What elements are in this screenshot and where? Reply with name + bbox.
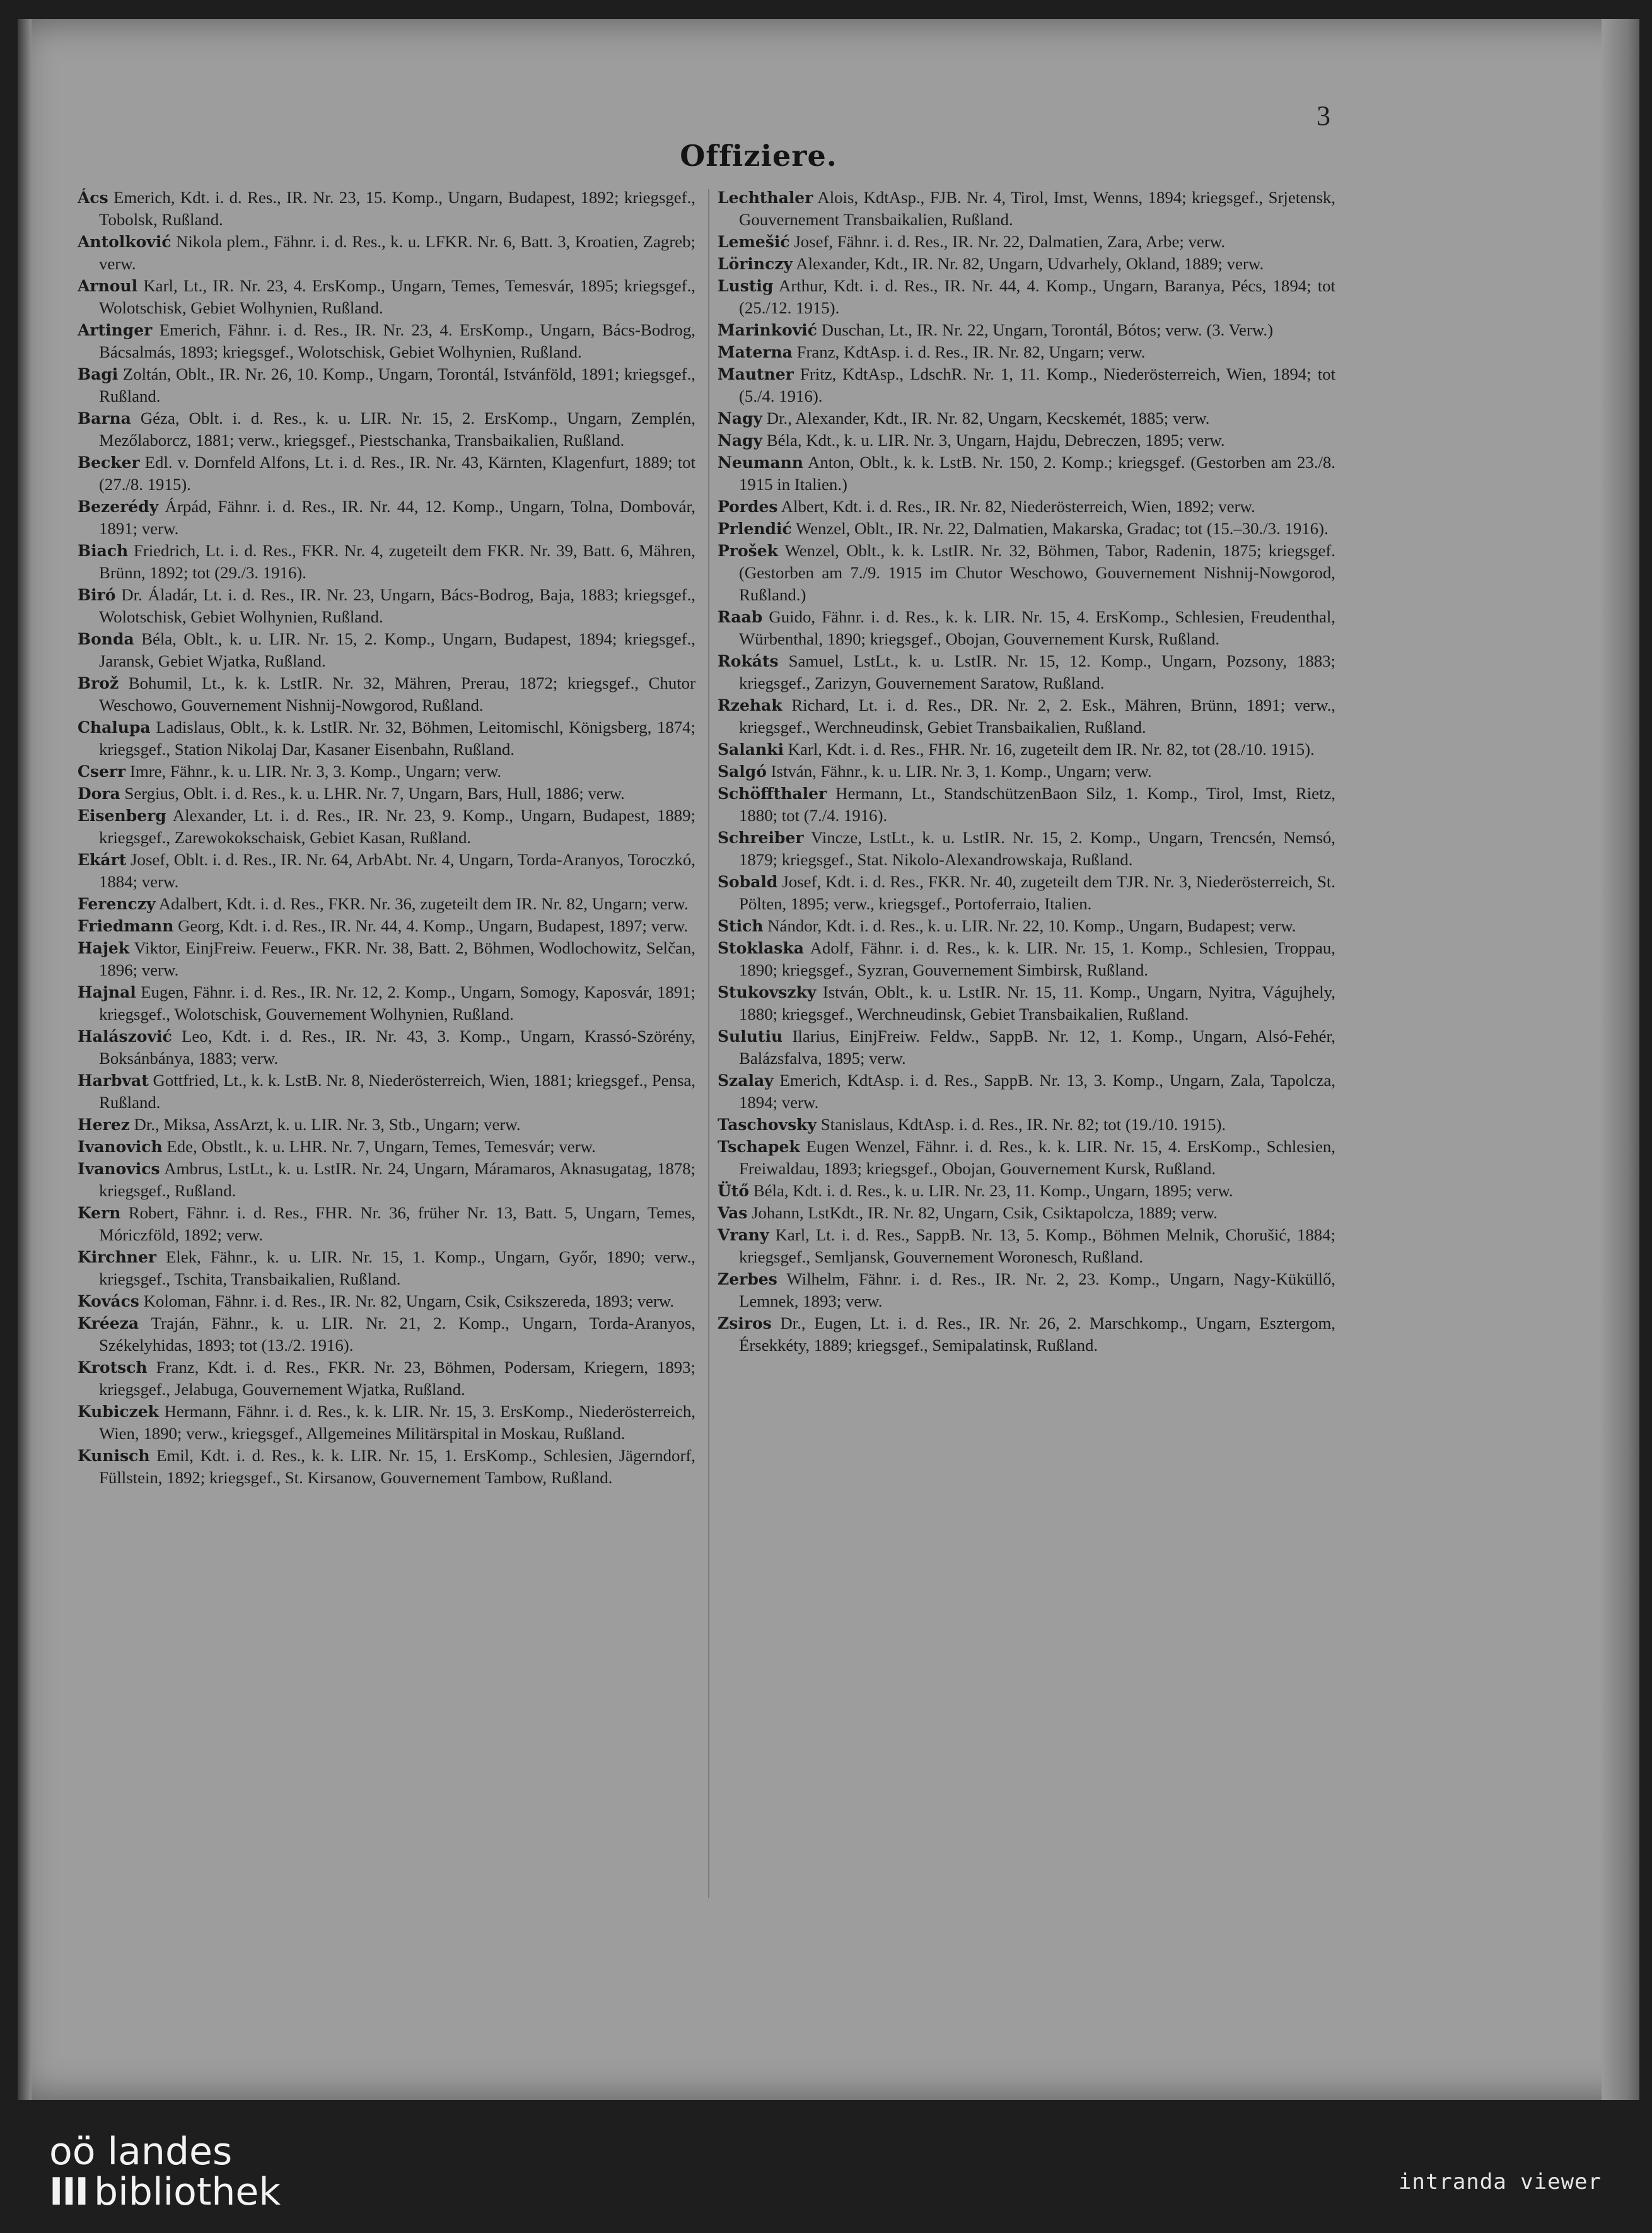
entry-surname: Hajek <box>78 939 130 957</box>
list-entry <box>718 429 1335 452</box>
entry-surname: Cserr <box>78 762 126 781</box>
entry-details: István, Fähnr., k. u. LIR. Nr. 3, 1. Komp., Ungarn; verw. <box>766 762 1152 781</box>
entry-surname: Marinković <box>718 321 817 339</box>
page-heading: Offiziere. <box>680 139 837 173</box>
list-entry <box>718 981 1335 1025</box>
list-entry <box>78 1025 695 1070</box>
entry-surname: Nagy <box>718 431 763 450</box>
entry-details: Béla, Kdt., k. u. LIR. Nr. 3, Ungarn, Hajdu, Debreczen, 1895; verw. <box>762 431 1225 450</box>
list-entry <box>78 1070 695 1114</box>
entry-details: Wenzel, Oblt., IR. Nr. 22, Dalmatien, Makarska, Gradac; tot (15.–30./3. 1916). <box>791 519 1329 538</box>
entry-details: Béla, Oblt., k. u. LIR. Nr. 15, 2. Komp., Ungarn, Budapest, 1894; kriegsgef., Jaransk, Gebiet Wjatka, Rußland. <box>99 629 695 670</box>
entry-surname: Artinger <box>78 321 153 339</box>
entry-details: Hermann, Fähnr. i. d. Res., k. k. LIR. Nr. 15, 3. ErsKomp., Niederösterreich, Wien, 1890; verw., kriegsgef., Allgemeines Militärspital in Moskau, Rußland. <box>99 1402 695 1443</box>
entry-surname: Vrany <box>718 1226 769 1244</box>
entry-surname: Taschovsky <box>718 1116 817 1134</box>
entry-details: Bohumil, Lt., k. k. LstIR. Nr. 32, Mähren, Prerau, 1872; kriegsgef., Chutor Weschowo, Gouvernement Nishnij-Nowgorod, Rußland. <box>99 673 695 714</box>
entry-details: Alexander, Lt. i. d. Res., IR. Nr. 23, 9. Komp., Ungarn, Budapest, 1889; kriegsgef., Zarewokokschaisk, Gebiet Kasan, Rußland. <box>99 806 695 847</box>
entry-surname: Raab <box>718 608 763 626</box>
entry-surname: Arnoul <box>78 277 138 295</box>
list-entry <box>718 187 1335 231</box>
entry-surname: Pordes <box>718 498 778 516</box>
entry-details: Stanislaus, KdtAsp. i. d. Res., IR. Nr. 82; tot (19./10. 1915). <box>817 1115 1226 1134</box>
list-entry <box>78 1246 695 1290</box>
entry-surname: Ivanovich <box>78 1138 163 1156</box>
entry-surname: Schöffthaler <box>718 784 827 803</box>
entry-details: Emerich, Kdt. i. d. Res., IR. Nr. 23, 15. Komp., Ungarn, Budapest, 1892; kriegsgef., Tobolsk, Rußland. <box>99 188 695 229</box>
entry-details: Duschan, Lt., IR. Nr. 22, Ungarn, Torontál, Bótos; verw. (3. Verw.) <box>817 320 1273 339</box>
entry-details: Josef, Fähnr. i. d. Res., IR. Nr. 22, Dalmatien, Zara, Arbe; verw. <box>789 232 1226 251</box>
entry-surname: Stukovszky <box>718 983 817 1001</box>
entry-details: Josef, Oblt. i. d. Res., IR. Nr. 64, ArbAbt. Nr. 4, Ungarn, Torda-Aranyos, Toroczkó, 1884; verw. <box>99 850 695 891</box>
entry-surname: Nagy <box>718 409 763 428</box>
list-entry <box>718 871 1335 915</box>
entry-details: Traján, Fähnr., k. u. LIR. Nr. 21, 2. Komp., Ungarn, Torda-Aranyos, Székelyhidas, 1893; tot (13./2. 1916). <box>99 1314 695 1355</box>
logo-line-1: oö landes <box>49 2130 233 2174</box>
entry-details: Eugen Wenzel, Fähnr. i. d. Res., k. k. LIR. Nr. 15, 4. ErsKomp., Schlesien, Freiwaldau, 1893; kriegsgef., Obojan, Gouvernement Kursk, Rußland. <box>739 1137 1335 1178</box>
list-entry <box>718 231 1335 253</box>
entry-details: Franz, KdtAsp. i. d. Res., IR. Nr. 82, Ungarn; verw. <box>792 342 1146 361</box>
entry-surname: Kovács <box>78 1292 139 1310</box>
list-entry <box>718 650 1335 694</box>
entry-details: Emerich, Fähnr. i. d. Res., IR. Nr. 23, 4. ErsKomp., Ungarn, Bács-Bodrog, Bácsalmás, 1893; kriegsgef., Wolotschisk, Gebiet Wolhynien, Rußland. <box>99 320 695 361</box>
entry-surname: Ivanovics <box>78 1160 160 1178</box>
entry-surname: Kunisch <box>78 1447 150 1465</box>
list-entry <box>718 694 1335 738</box>
entry-surname: Zerbes <box>718 1270 777 1288</box>
list-entry <box>78 805 695 849</box>
entry-details: Albert, Kdt. i. d. Res., IR. Nr. 82, Niederösterreich, Wien, 1892; verw. <box>777 497 1255 516</box>
entry-details: Johann, LstKdt., IR. Nr. 82, Ungarn, Csik, Csiktapolcza, 1889; verw. <box>747 1203 1218 1222</box>
list-entry <box>718 606 1335 650</box>
entry-details: Dr., Miksa, AssArzt, k. u. LIR. Nr. 3, Stb., Ungarn; verw. <box>129 1115 521 1134</box>
list-entry <box>78 849 695 893</box>
entry-details: Richard, Lt. i. d. Res., DR. Nr. 2, 2. Esk., Mähren, Brünn, 1891; verw., kriegsgef., Werchneudinsk, Gebiet Transbaikalien, Rußland. <box>739 696 1335 737</box>
entry-surname: Ferenczy <box>78 895 156 913</box>
list-entry <box>78 1202 695 1246</box>
entry-surname: Tschapek <box>718 1138 800 1156</box>
entry-details: Alexander, Kdt., IR. Nr. 82, Ungarn, Udvarhely, Okland, 1889; verw. <box>793 254 1264 273</box>
entry-details: Zoltán, Oblt., IR. Nr. 26, 10. Komp., Ungarn, Torontál, Istvánföld, 1891; kriegsgef., Rußland. <box>99 364 695 405</box>
entry-surname: Salgó <box>718 762 767 781</box>
list-entry <box>78 981 695 1025</box>
entry-details: Guido, Fähnr. i. d. Res., k. k. LIR. Nr. 15, 4. ErsKomp., Schlesien, Freudenthal, Würbenthal, 1890; kriegsgef., Obojan, Gouvernement Kursk, Rußland. <box>739 607 1335 648</box>
entry-surname: Antolković <box>78 233 172 251</box>
logo-bars-icon: III <box>49 2170 88 2214</box>
list-entry <box>718 518 1335 540</box>
entry-surname: Schreiber <box>718 829 804 847</box>
entry-details: Nikola plem., Fähnr. i. d. Res., k. u. LFKR. Nr. 6, Batt. 3, Kroatien, Zagreb; verw. <box>99 232 695 273</box>
entry-surname: Lechthaler <box>718 189 813 207</box>
list-entry <box>718 1136 1335 1180</box>
entry-details: Vincze, LstLt., k. u. LstIR. Nr. 15, 2. Komp., Ungarn, Trencsén, Nemsó, 1879; kriegsgef., Stat. Nikolo-Alexandrowskaja, Rußland. <box>739 828 1335 869</box>
list-entry <box>718 275 1335 319</box>
entry-surname: Ütő <box>718 1182 750 1200</box>
entry-surname: Barna <box>78 409 131 428</box>
list-entry <box>78 937 695 981</box>
entry-surname: Lustig <box>718 277 774 295</box>
entry-details: Karl, Kdt. i. d. Res., FHR. Nr. 16, zugeteilt dem IR. Nr. 82, tot (28./10. 1915). <box>783 740 1315 759</box>
list-entry <box>718 761 1335 783</box>
list-entry <box>718 496 1335 518</box>
list-entry <box>78 716 695 761</box>
list-entry <box>78 540 695 584</box>
list-entry <box>718 1070 1335 1114</box>
list-entry <box>718 540 1335 606</box>
list-entry <box>718 407 1335 429</box>
entry-details: Karl, Lt., IR. Nr. 23, 4. ErsKomp., Ungarn, Temes, Temesvár, 1895; kriegsgef., Wolotschisk, Gebiet Wolhynien, Rußland. <box>99 276 695 317</box>
entry-surname: Brož <box>78 674 119 692</box>
entry-surname: Mautner <box>718 365 794 383</box>
list-entry <box>78 275 695 319</box>
entry-details: Wilhelm, Fähnr. i. d. Res., IR. Nr. 2, 23. Komp., Ungarn, Nagy-Küküllő, Lemnek, 1893; verw. <box>739 1269 1335 1310</box>
list-entry <box>78 187 695 231</box>
entry-details: Dr., Alexander, Kdt., IR. Nr. 82, Ungarn, Kecskemét, 1885; verw. <box>762 409 1210 428</box>
list-entry <box>718 783 1335 827</box>
entry-surname: Dora <box>78 784 120 803</box>
entry-details: Ambrus, LstLt., k. u. LstIR. Nr. 24, Ungarn, Máramaros, Aknasugatag, 1878; kriegsgef., Rußland. <box>99 1159 695 1200</box>
list-entry <box>718 319 1335 341</box>
entry-details: Anton, Oblt., k. k. LstB. Nr. 150, 2. Komp.; kriegsgef. (Gestorben am 23./8. 1915 in Italien.) <box>739 453 1335 494</box>
entry-surname: Rzehak <box>718 696 782 714</box>
entry-surname: Kubiczek <box>78 1402 159 1421</box>
list-entry <box>78 1312 695 1356</box>
entry-details: Ilarius, EinjFreiw. Feldw., SappB. Nr. 12, 1. Komp., Ungarn, Alsó-Fehér, Balázsfalva, 1895; verw. <box>739 1027 1335 1068</box>
list-entry <box>718 738 1335 761</box>
entry-details: Árpád, Fähnr. i. d. Res., IR. Nr. 44, 12. Komp., Ungarn, Tolna, Dombovár, 1891; verw. <box>99 497 695 538</box>
entry-details: Dr., Eugen, Lt. i. d. Res., IR. Nr. 26, 2. Marschkomp., Ungarn, Esztergom, Érsekkéty, 1889; kriegsgef., Semipalatinsk, Rußland. <box>739 1314 1335 1355</box>
right-column <box>718 187 1335 1356</box>
entry-details: Georg, Kdt. i. d. Res., IR. Nr. 44, 4. Komp., Ungarn, Budapest, 1897; verw. <box>173 916 689 935</box>
list-entry <box>78 783 695 805</box>
list-entry <box>78 1158 695 1202</box>
entry-surname: Biró <box>78 586 116 604</box>
list-entry <box>78 452 695 496</box>
list-entry <box>718 452 1335 496</box>
list-entry <box>718 1025 1335 1070</box>
entry-surname: Stich <box>718 917 764 935</box>
entry-details: Ladislaus, Oblt., k. k. LstIR. Nr. 32, Böhmen, Leitomischl, Königsberg, 1874; kriegsgef., Station Nikolaj Dar, Kasaner Eisenbahn, Rußland. <box>99 718 695 759</box>
entry-surname: Kréeza <box>78 1314 139 1332</box>
list-entry <box>78 496 695 540</box>
list-entry <box>78 363 695 407</box>
list-entry <box>718 1224 1335 1268</box>
entry-details: Fritz, KdtAsp., LdschR. Nr. 1, 11. Komp., Niederösterreich, Wien, 1894; tot (5./4. 1916). <box>739 364 1335 405</box>
library-logo[interactable] <box>49 2131 281 2212</box>
entry-details: Viktor, EinjFreiw. Feuerw., FKR. Nr. 38, Batt. 2, Böhmen, Wodlochowitz, Selčan, 1896; verw. <box>99 938 695 979</box>
entry-surname: Sulutiu <box>718 1027 783 1046</box>
entry-details: Emerich, KdtAsp. i. d. Res., SappB. Nr. 13, 3. Komp., Ungarn, Zala, Tapolcza, 1894; verw. <box>739 1071 1335 1112</box>
entry-surname: Materna <box>718 343 793 361</box>
entry-details: Friedrich, Lt. i. d. Res., FKR. Nr. 4, zugeteilt dem FKR. Nr. 39, Batt. 6, Mähren, Brünn, 1892; tot (29./3. 1916). <box>99 541 695 582</box>
page-gutter <box>18 19 32 2100</box>
entry-surname: Vas <box>718 1204 748 1222</box>
list-entry <box>718 915 1335 937</box>
entry-surname: Eisenberg <box>78 807 166 825</box>
entry-details: Leo, Kdt. i. d. Res., IR. Nr. 43, 3. Komp., Ungarn, Krassó-Szörény, Boksánbánya, 1883; verw. <box>99 1027 695 1068</box>
list-entry <box>718 827 1335 871</box>
entry-surname: Ács <box>78 189 108 207</box>
entry-surname: Lemešić <box>718 233 790 251</box>
entry-details: Hermann, Lt., StandschützenBaon Silz, 1. Komp., Tirol, Imst, Rietz, 1880; tot (7./4. 1916). <box>739 784 1335 825</box>
entry-details: Samuel, LstLt., k. u. LstIR. Nr. 15, 12. Komp., Ungarn, Pozsony, 1883; kriegsgef., Zarizyn, Gouvernement Saratow, Rußland. <box>739 651 1335 692</box>
entry-details: Robert, Fähnr. i. d. Res., FHR. Nr. 36, früher Nr. 13, Batt. 5, Ungarn, Temes, Móriczföld, 1892; verw. <box>99 1203 695 1244</box>
entry-surname: Kern <box>78 1204 121 1222</box>
logo-line-2: bibliothek <box>93 2170 281 2214</box>
list-entry <box>718 253 1335 275</box>
list-entry <box>78 1290 695 1312</box>
entry-details: Arthur, Kdt. i. d. Res., IR. Nr. 44, 4. Komp., Ungarn, Baranya, Pécs, 1894; tot (25./12. 1915). <box>739 276 1335 317</box>
list-entry <box>718 1268 1335 1312</box>
entry-surname: Stoklaska <box>718 939 804 957</box>
entry-surname: Prošek <box>718 542 778 560</box>
list-entry <box>718 363 1335 407</box>
list-entry <box>78 1445 695 1489</box>
list-entry <box>78 1356 695 1401</box>
list-entry <box>78 672 695 716</box>
list-entry <box>78 231 695 275</box>
entry-surname: Becker <box>78 453 140 472</box>
entry-details: Dr. Áladár, Lt. i. d. Res., IR. Nr. 23, Ungarn, Bács-Bodrog, Baja, 1883; kriegsgef., Wolotschisk, Gebiet Wolhynien, Rußland. <box>99 585 695 626</box>
entry-details: Koloman, Fähnr. i. d. Res., IR. Nr. 82, Ungarn, Csik, Csikszereda, 1893; verw. <box>139 1291 675 1310</box>
list-entry <box>718 341 1335 363</box>
entry-details: Imre, Fähnr., k. u. LIR. Nr. 3, 3. Komp., Ungarn; verw. <box>125 762 502 781</box>
list-entry <box>78 1401 695 1445</box>
list-entry <box>78 893 695 915</box>
entry-surname: Sobald <box>718 873 778 891</box>
entry-details: Géza, Oblt. i. d. Res., k. u. LIR. Nr. 15, 2. ErsKomp., Ungarn, Zemplén, Mezőlaborcz, 1881; verw., kriegsgef., Piestschanka, Transbaikalien, Rußland. <box>99 409 695 450</box>
left-column <box>78 187 695 1489</box>
entry-details: Gottfried, Lt., k. k. LstB. Nr. 8, Niederösterreich, Wien, 1881; kriegsgef., Pensa, Rußland. <box>99 1071 695 1112</box>
entry-surname: Bonda <box>78 630 134 648</box>
list-entry <box>78 915 695 937</box>
list-entry <box>78 407 695 452</box>
entry-surname: Zsiros <box>718 1314 772 1332</box>
entry-details: Ede, Obstlt., k. u. LHR. Nr. 7, Ungarn, Temes, Temesvár; verw. <box>162 1137 596 1156</box>
list-entry <box>718 1114 1335 1136</box>
entry-surname: Bagi <box>78 365 119 383</box>
list-entry <box>718 1202 1335 1224</box>
entry-details: Nándor, Kdt. i. d. Res., k. u. LIR. Nr. 22, 10. Komp., Ungarn, Budapest; verw. <box>763 916 1296 935</box>
list-entry <box>718 1180 1335 1202</box>
entry-surname: Ekárt <box>78 851 127 869</box>
page-number: 3 <box>1317 100 1330 131</box>
list-entry <box>78 319 695 363</box>
column-divider <box>708 189 709 1898</box>
entry-surname: Szalay <box>718 1071 774 1090</box>
entry-surname: Harbvat <box>78 1071 149 1090</box>
entry-surname: Krotsch <box>78 1358 148 1377</box>
entry-surname: Rokáts <box>718 652 779 670</box>
page-edge <box>1602 19 1639 2100</box>
entry-details: Josef, Kdt. i. d. Res., FKR. Nr. 40, zugeteilt dem TJR. Nr. 3, Niederösterreich, St. Pölten, 1895; verw., kriegsgef., Portoferraio, Italien. <box>739 872 1335 913</box>
entry-details: Wenzel, Oblt., k. k. LstIR. Nr. 32, Böhmen, Tabor, Radenin, 1875; kriegsgef. (Gestorben am 7./9. 1915 im Chutor Weschowo, Gouvernement Nishnij-Nowgorod, Rußland.) <box>739 541 1335 604</box>
entry-surname: Kirchner <box>78 1248 157 1266</box>
scanned-page <box>18 19 1639 2100</box>
entry-surname: Prlendić <box>718 520 792 538</box>
entry-surname: Halászović <box>78 1027 172 1046</box>
list-entry <box>78 628 695 672</box>
entry-surname: Biach <box>78 542 129 560</box>
list-entry <box>78 761 695 783</box>
entry-details: Sergius, Oblt. i. d. Res., k. u. LHR. Nr. 7, Ungarn, Bars, Hull, 1886; verw. <box>120 784 625 803</box>
entry-surname: Friedmann <box>78 917 174 935</box>
entry-surname: Lörinczy <box>718 255 793 273</box>
entry-details: István, Oblt., k. u. LstIR. Nr. 15, 11. Komp., Ungarn, Nyitra, Vágujhely, 1880; kriegsgef., Werchneudinsk, Gebiet Transbaikalien, Rußland. <box>739 982 1335 1023</box>
entry-surname: Herez <box>78 1116 130 1134</box>
entry-details: Eugen, Fähnr. i. d. Res., IR. Nr. 12, 2. Komp., Ungarn, Somogy, Kaposvár, 1891; kriegsgef., Wolotschisk, Gouvernement Wolhynien, Rußland. <box>99 982 695 1023</box>
entry-details: Béla, Kdt. i. d. Res., k. u. LIR. Nr. 23, 11. Komp., Ungarn, 1895; verw. <box>749 1181 1233 1200</box>
entry-details: Adolf, Fähnr. i. d. Res., k. k. LIR. Nr. 15, 1. Komp., Schlesien, Troppau, 1890; kriegsgef., Syzran, Gouvernement Simbirsk, Rußland. <box>739 938 1335 979</box>
entry-surname: Chalupa <box>78 718 151 737</box>
entry-surname: Neumann <box>718 453 803 472</box>
list-entry <box>718 937 1335 981</box>
entry-details: Alois, KdtAsp., FJB. Nr. 4, Tirol, Imst, Wenns, 1894; kriegsgef., Srjetensk, Gouvernement Transbaikalien, Rußland. <box>739 188 1335 229</box>
list-entry <box>78 1136 695 1158</box>
list-entry <box>78 584 695 628</box>
entry-details: Edl. v. Dornfeld Alfons, Lt. i. d. Res., IR. Nr. 43, Kärnten, Klagenfurt, 1889; tot (27./8. 1915). <box>99 453 695 494</box>
entry-details: Franz, Kdt. i. d. Res., FKR. Nr. 23, Böhmen, Podersam, Kriegern, 1893; kriegsgef., Jelabuga, Gouvernement Wjatka, Rußland. <box>99 1358 695 1399</box>
entry-details: Elek, Fähnr., k. u. LIR. Nr. 15, 1. Komp., Ungarn, Győr, 1890; verw., kriegsgef., Tschita, Transbaikalien, Rußland. <box>99 1247 695 1288</box>
entry-surname: Hajnal <box>78 983 136 1001</box>
viewer-brand-label[interactable]: intranda viewer <box>1398 2169 1602 2195</box>
entry-details: Karl, Lt. i. d. Res., SappB. Nr. 13, 5. Komp., Böhmen Melnik, Chorušić, 1884; kriegsgef., Semljansk, Gouvernement Woronesch, Rußland. <box>739 1225 1335 1266</box>
entry-surname: Bezerédy <box>78 498 159 516</box>
entry-details: Adalbert, Kdt. i. d. Res., FKR. Nr. 36, zugeteilt dem IR. Nr. 82, Ungarn; verw. <box>155 894 689 913</box>
entry-details: Emil, Kdt. i. d. Res., k. k. LIR. Nr. 15, 1. ErsKomp., Schlesien, Jägerndorf, Füllstein, 1892; kriegsgef., St. Kirsanow, Gouvernement Tambow, Rußland. <box>99 1446 695 1487</box>
list-entry <box>718 1312 1335 1356</box>
entry-surname: Salanki <box>718 740 784 759</box>
list-entry <box>78 1114 695 1136</box>
